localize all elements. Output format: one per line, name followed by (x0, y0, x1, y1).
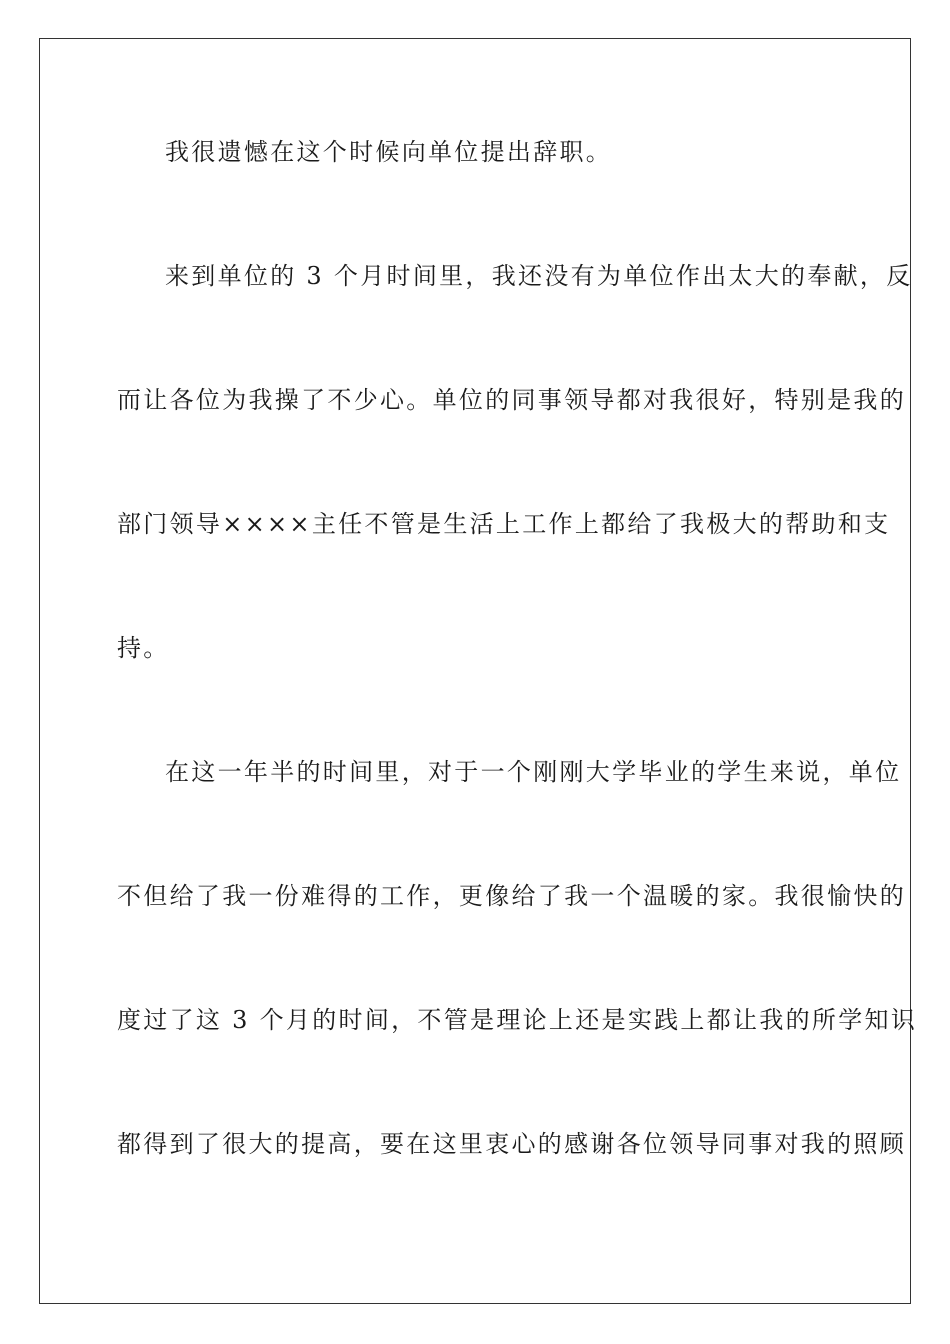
paragraph-2-line-3: 部门领导××××主任不管是生活上工作上都给了我极大的帮助和支 (117, 510, 891, 538)
paragraph-3-line-3: 度过了这 3 个月的时间，不管是理论上还是实践上都让我的所学知识 (117, 1006, 918, 1034)
page-frame (39, 38, 918, 1304)
paragraph-3-line-1: 在这一年半的时间里，对于一个刚刚大学毕业的学生来说，单位 (165, 758, 902, 786)
paragraph-2-line-4: 持。 (117, 634, 170, 662)
paragraph-3-line-4: 都得到了很大的提高，要在这里衷心的感谢各位领导同事对我的照顾 (117, 1130, 906, 1158)
paragraph-2-line-1: 来到单位的 3 个月时间里，我还没有为单位作出太大的奉献，反 (165, 262, 913, 290)
paragraph-3-line-2: 不但给了我一份难得的工作，更像给了我一个温暖的家。我很愉快的 (117, 882, 906, 910)
paragraph-1-line-1: 我很遗憾在这个时候向单位提出辞职。 (165, 138, 613, 166)
paragraph-2-line-2: 而让各位为我操了不少心。单位的同事领导都对我很好，特别是我的 (117, 386, 906, 414)
